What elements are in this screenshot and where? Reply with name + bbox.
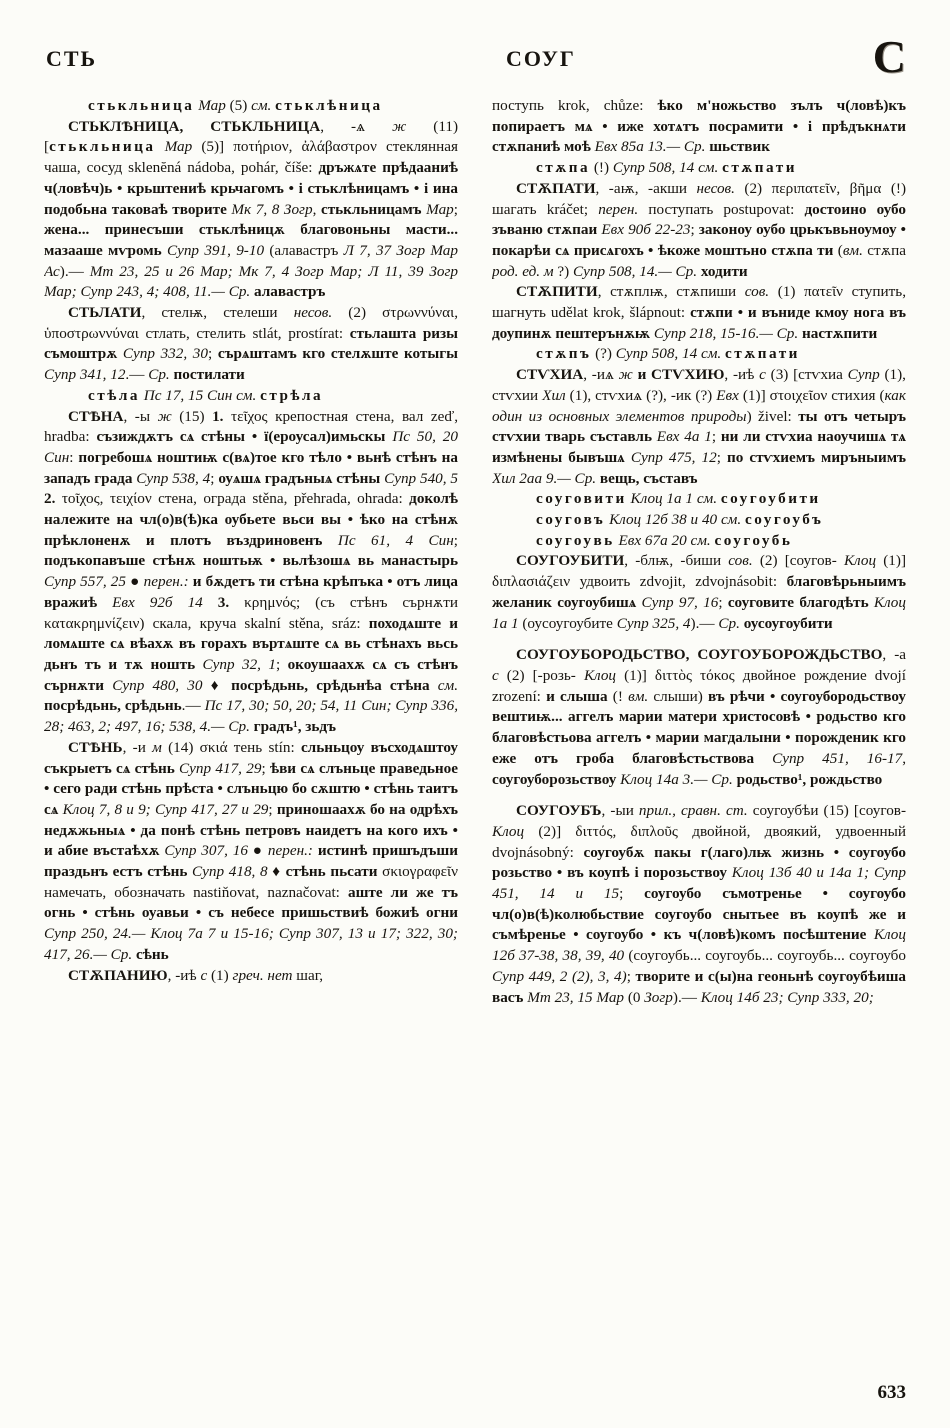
dictionary-paragraph xyxy=(44,407,458,738)
text-run: Супр 341, 12 xyxy=(44,366,126,384)
text-run: (1), стѵхиѧ (?), -ик (?) xyxy=(565,386,717,404)
dictionary-paragraph xyxy=(492,158,906,179)
text-run: ; xyxy=(690,221,699,239)
right-column xyxy=(492,96,906,1368)
text-run: оуѧшѧ градъныѧ стѣны xyxy=(218,469,385,487)
text-run: Клоц 1а 1 xyxy=(630,490,694,508)
text-run: сѣнь xyxy=(135,945,169,963)
text-run: перен.: xyxy=(267,842,313,860)
text-run: см. xyxy=(698,159,719,177)
text-run: СОУГОУБОРОДЬСТВО, СОУГОУБОРОЖДЬСТВО xyxy=(516,646,883,664)
text-run: стѫпати xyxy=(722,159,797,177)
text-run: ; xyxy=(261,759,270,777)
text-run: соугоубѫ пакы г(лаго)лѭ жизнь • соугоубо розьство • въ коупѣ і порозьствоу xyxy=(492,843,906,882)
text-run: Супр 475, 12 xyxy=(630,448,717,466)
text-run: ; xyxy=(453,200,458,218)
text-run: Супр 391, 9-10 xyxy=(166,241,265,259)
text-run: стьклѣница xyxy=(275,97,383,114)
text-run: (5)] ποτήριον, ἀλάβαστρον стеклянная чаша, сосуд sklenĕná nádoba, pohár, číše: xyxy=(44,138,458,177)
text-run: Супр 557, 25 xyxy=(44,573,126,591)
text-run: Клоц 13б 40 и 14а 1; Супр 451, 14 и 15 xyxy=(492,864,906,903)
text-run: СОУГОУБИТИ xyxy=(516,552,625,570)
dictionary-paragraph xyxy=(492,365,906,489)
text-run: ты отъ четыръ стѵхии тварь съставль xyxy=(492,407,906,446)
text-run: шаг, xyxy=(292,966,324,984)
text-run: Супр 32, 1 xyxy=(202,655,276,673)
text-run: постилати xyxy=(173,366,245,384)
text-run: шьствик xyxy=(709,138,770,156)
text-run: с xyxy=(200,966,208,984)
text-run: 3. xyxy=(217,593,230,611)
text-run: соуговъ xyxy=(536,511,606,529)
text-run: вм. xyxy=(842,241,863,259)
dictionary-paragraph xyxy=(44,303,458,386)
text-run: СОУГОУБЪ xyxy=(516,802,602,820)
text-run: Супр 418, 8 xyxy=(192,863,268,881)
text-run: творите и с(ы)на геоньнѣ соугоубѣиша васъ xyxy=(492,967,906,1006)
text-run: с xyxy=(492,666,499,684)
text-run: (11) [ xyxy=(44,117,458,156)
text-run: см. xyxy=(437,676,458,694)
text-run: посрѣдьнь, срѣдьнь xyxy=(44,697,182,715)
text-run: соуговите благодѣть xyxy=(727,593,874,611)
text-run: Клоц xyxy=(583,666,617,684)
text-run: СТЬКЛѢНИЦА, СТЬКЛЬНИЦА xyxy=(68,117,321,135)
text-run: ; xyxy=(626,967,636,985)
text-run: .— xyxy=(181,697,205,715)
text-run: τοῖχος, τειχίον стена, ограда stěna, přehrada, ohrada: xyxy=(55,490,410,508)
text-run: соугоубѣи (15) [соугов- xyxy=(747,802,906,820)
text-run: ( xyxy=(837,241,843,259)
text-columns xyxy=(44,96,906,1368)
text-run: Ср. xyxy=(718,614,744,632)
text-run: Супр 307, 16 xyxy=(164,842,248,860)
text-run: алавастръ xyxy=(254,283,326,301)
text-run: σκιογραφεῖν намечать, обозначать nastiňovat, naznačovat: xyxy=(44,863,458,901)
section-letter: С xyxy=(872,31,906,82)
text-run: , -ыи xyxy=(601,802,639,820)
text-run: ?) xyxy=(553,262,574,280)
text-run: стѫпа xyxy=(862,241,906,259)
text-run: Клоц 1а 1 xyxy=(492,593,906,632)
dictionary-paragraph xyxy=(44,738,458,966)
text-run: Супр 250, 24.— Клоц 7а 7 и 15-16; Супр 307, 13 и 17; 322, 30; 417, 26.— Ср. xyxy=(44,925,458,963)
text-run: ; xyxy=(718,593,728,611)
text-run: (0 xyxy=(624,988,645,1006)
text-run: Евх 92б 14 xyxy=(112,593,218,611)
text-run xyxy=(155,138,164,155)
dictionary-paragraph xyxy=(492,801,906,1008)
text-run: Супр 508, 14 xyxy=(615,345,698,363)
text-run: Клоц 14б 23; Супр 333, 20; xyxy=(700,988,874,1006)
text-run: Клоц xyxy=(492,822,525,840)
text-run: (2)] διττός, διπλοῦς двойной, двоякий, удвоенный dvojnásobný: xyxy=(492,822,906,861)
text-run: (1)] διπλασιάζειν удвоить zdvojit, zdvojnásobit: xyxy=(492,552,906,591)
text-run: стѫпи • и въниде кмоу нога въ доупинѫ пештерънѫѭ xyxy=(492,304,906,342)
text-run: стькльницамъ xyxy=(320,200,427,218)
text-run: (5) xyxy=(225,97,252,114)
text-run: 2. xyxy=(44,490,56,508)
text-run: родьство¹, рождьство xyxy=(736,770,883,788)
text-run: ; xyxy=(619,885,645,903)
running-head-center: СОУГ xyxy=(506,46,576,71)
text-run: сльньцоу въсходѧштоу съкрыетъ сѧ стѣнь xyxy=(44,738,458,777)
text-run: Клоц 7, 8 и 9; Супр 417, 27 и 29 xyxy=(62,800,269,818)
text-run: Супр 218, 15-16.— Ср. xyxy=(653,324,802,342)
dictionary-paragraph xyxy=(44,96,458,117)
dictionary-paragraph xyxy=(492,551,906,634)
dictionary-paragraph xyxy=(44,117,458,303)
text-run: , -блѭ, -биши xyxy=(624,552,729,570)
text-run: (?) xyxy=(591,345,616,363)
text-run: несов. xyxy=(293,304,333,322)
text-run: СТѪПАТИ xyxy=(516,179,596,197)
text-run: доколѣ належите на чл(о)в(ѣ)ка оубьете вьси вы • ѣко на стѣнѫ прѣклоненѫ и плотъ въздриновенъ xyxy=(44,490,458,549)
text-run: Супр 538, 4 xyxy=(136,469,211,487)
text-run: Хил 2аа 9.— Ср. xyxy=(492,469,600,487)
text-run: , xyxy=(902,749,906,767)
text-run: (! xyxy=(612,687,629,705)
text-run: κρημνός; (съ стѣнъ сърнѫти κατακρημνίζειν) скала, круча skalní stěna, sráz: xyxy=(44,593,458,632)
text-run: Супр 480, 30 xyxy=(112,676,203,694)
text-run: (3) [стѵхиа xyxy=(765,366,848,384)
page-header xyxy=(44,31,906,84)
text-run: Мар xyxy=(426,200,454,218)
text-run: ѣви сѧ слъньце праведьное • сего ради стѣнь прѣста • слъньцю бо сѫштю • стѣнь таитъ сѧ xyxy=(44,759,458,818)
text-run: соугоувь xyxy=(536,531,615,549)
text-run: , -аѭ, -акши xyxy=(595,179,697,197)
text-run: Мт 23, 15 Мар xyxy=(527,988,625,1006)
text-run: Супр 508, 14 xyxy=(612,159,695,177)
text-run: прил., сравн. ст. xyxy=(638,802,748,820)
text-run: градъ¹, зьдъ xyxy=(253,718,336,736)
text-run: стькльница xyxy=(88,97,195,114)
text-run: сов. xyxy=(728,552,753,570)
text-run: (1)] στοιχεῖον стихия ( xyxy=(738,386,885,404)
dictionary-paragraph xyxy=(492,344,906,365)
text-run: Клоц 14а 3.— Ср. xyxy=(620,770,737,788)
text-run: и бѫдетъ ти стѣна крѣпъка • отъ лица вражиѣ xyxy=(44,573,458,611)
text-run: Супр 325, 4 xyxy=(616,614,691,632)
text-run: ѣко м'ножьство зълъ ч(ловѣ)къ попираетъ мѧ • иже хотѧтъ посрамити • і прѣдъкнѧти стѫпаниѣ моѣ xyxy=(492,97,906,156)
text-run: ходити xyxy=(700,262,748,280)
text-run: ж xyxy=(157,407,172,425)
dictionary-paragraph xyxy=(492,179,906,283)
text-run: СТѢНЬ xyxy=(68,738,123,756)
text-run: стѫпати xyxy=(725,345,800,363)
text-run: Супр 97, 16 xyxy=(641,593,719,611)
text-run: стрѣла xyxy=(260,386,324,404)
text-run: сърѧштамъ кго стелѫште котыгы xyxy=(217,345,458,363)
text-run: род. ед. м xyxy=(492,262,554,280)
text-run: Супр 332, 30 xyxy=(122,345,208,363)
text-run: соугоубъ xyxy=(744,511,824,529)
text-run: съзиждѫтъ сѧ стѣны • ї(ероусал)имьскы xyxy=(96,428,393,446)
text-run: Супр 449, 2 (2), 3, 4) xyxy=(492,967,627,985)
text-run: ; xyxy=(210,469,219,487)
text-run: соугоубо съмотренье • соугоубо чл(о)в(ѣ)колюбьствие соугоубо снытьее въ коупѣ же и съмѣренье • соугоубо • къ ч(ловѣ)комъ посѣштение xyxy=(492,885,906,944)
text-run: несов. xyxy=(696,179,735,197)
text-run: , -ы xyxy=(123,407,158,425)
text-run: соуговити xyxy=(536,490,627,508)
text-run: законоу оубо црькъвьноумоу • покарѣи сѧ присѧгохъ • ѣкоже моштьно стѫпа ти xyxy=(492,221,906,259)
text-run: см. xyxy=(696,490,718,508)
text-run: 1. xyxy=(212,407,224,425)
text-run: Евх 4а 1 xyxy=(656,428,712,446)
text-run: Супр 540, 5 xyxy=(384,469,458,487)
text-run: , -иѣ xyxy=(167,966,201,984)
text-run: слыши) xyxy=(648,687,709,705)
text-run: Евх xyxy=(716,386,739,404)
text-run: СТѢНА xyxy=(68,407,124,425)
text-run: Пс 61, 4 Син xyxy=(337,531,454,549)
text-run: Евх 90б 22-23 xyxy=(601,221,691,239)
text-run: ).— xyxy=(59,262,90,280)
text-run: вещь, съставъ xyxy=(599,469,698,487)
text-run: Ср. xyxy=(148,366,174,384)
text-run: , стѫплѭ, стѫпиши xyxy=(597,283,745,301)
text-run: аште ли же тъ огнь • стѣнь оуавьи • съ небесе пришьствиѣ божиѣ огни xyxy=(44,883,458,922)
text-run: ; xyxy=(711,428,721,446)
text-run: Пс 17, 15 Син xyxy=(143,386,233,404)
text-run: (1)] διττὸς τόκος двойное рождение dvojí zrození: xyxy=(492,666,906,705)
text-run: (соугоубь... соугоубь... соугоубь... соугоубо xyxy=(624,947,906,965)
text-run: см. xyxy=(690,531,711,549)
text-run: Клоц 12б 38 и 40 xyxy=(609,511,718,529)
text-run: ♦ xyxy=(202,676,232,694)
text-run: ♦ xyxy=(267,863,286,881)
text-run: СТѪПАНИЮ xyxy=(68,966,168,984)
text-run: (15) xyxy=(171,407,213,425)
text-run: перен. xyxy=(598,200,639,218)
text-run: настѫпити xyxy=(801,324,878,342)
text-run: м xyxy=(152,738,162,756)
text-run: ; xyxy=(716,448,727,466)
text-run: см. xyxy=(720,511,742,529)
text-run: , -иѧ xyxy=(583,366,619,384)
text-run: СТЬЛАТИ xyxy=(68,304,142,322)
text-run: ж xyxy=(392,117,407,135)
text-run: ).— xyxy=(672,988,701,1006)
text-run: сов. xyxy=(744,283,770,301)
text-run: Мк 7, 8 Зогр xyxy=(231,200,313,218)
text-run: соугоубити xyxy=(720,490,821,508)
text-run: , xyxy=(312,200,321,218)
text-run: Евх 67а 20 xyxy=(618,531,687,549)
text-run: (2) [соугов- xyxy=(752,552,844,570)
running-head-left: СТЬ xyxy=(46,46,98,71)
text-run: достоино оубо зъваню стѫпаи xyxy=(492,200,906,239)
text-run: ; xyxy=(207,345,218,363)
text-run: оусоугоубити xyxy=(743,614,833,632)
dictionary-paragraph xyxy=(492,489,906,510)
text-run: τεῖχος крепостная стена, вал zeď, hradba: xyxy=(44,407,458,446)
text-run: Хил xyxy=(542,386,566,404)
text-run: (2) στρωννύναι, ὑποστρωννύναι стлать, стелить stlát, prostírat: xyxy=(44,304,458,342)
text-run: .— xyxy=(125,366,149,384)
text-run: Мт 23, 25 и 26 Мар; Мк 7, 4 Зогр Мар; Л 11, 39 Зогр Мар; Супр 243, 4; 408, 11.— Ср. xyxy=(44,262,458,301)
text-run: подъкопавъше стѣнѫ ноштьѭ • вьлѣзошѧ вь манастырь xyxy=(44,552,458,570)
text-run: (2) περιπατεῖν, βῆμα (!) шагать kráčet; xyxy=(492,179,906,218)
text-run: жена... принесъши стьклѣницѫ благовоньны масти... мазааше мѵромь xyxy=(44,221,458,259)
text-run: соугоуборозьствоу xyxy=(492,770,621,788)
text-run: соугоубь xyxy=(714,531,793,549)
text-run: Мар xyxy=(164,138,193,156)
text-run: благовѣрьныимъ желаник соугоубишѧ xyxy=(492,573,906,611)
text-run: вм. xyxy=(628,687,649,705)
text-run: : xyxy=(69,448,79,466)
text-run: ; xyxy=(268,800,277,818)
text-run: Пс 50, 20 Син xyxy=(44,428,458,466)
text-run: ).— xyxy=(690,614,719,632)
dictionary-paragraph xyxy=(44,966,458,987)
text-run: погребошѧ ноштиѭ с(вѧ)тое кго тѣло • вьнѣ стѣнъ на западъ града xyxy=(44,448,458,487)
text-run: см. xyxy=(251,97,272,114)
text-run: стѣнь пьсати xyxy=(285,863,383,881)
text-run: , стелѭ, стелеши xyxy=(141,304,294,322)
text-run: см. xyxy=(701,345,722,363)
text-run: стькльница xyxy=(49,138,156,156)
text-run: Супр 508, 14.— Ср. xyxy=(573,262,701,280)
text-run: стѫпъ xyxy=(536,345,592,363)
text-run: (1) xyxy=(207,966,233,984)
text-run: Клоц 12б 37-38, 38, 39, 40 xyxy=(492,926,906,965)
text-run: Супр 417, 29 xyxy=(179,759,262,777)
text-run: ни ли стѵхиа наоучишѧ тѧ измѣнены бывъшѧ xyxy=(492,428,906,466)
text-run: и слыша xyxy=(546,687,613,705)
text-run: перен.: xyxy=(143,573,189,591)
text-run: (14) σκιά тень stín: xyxy=(161,738,301,756)
text-run: СТѪПИТИ xyxy=(516,283,598,301)
text-run: (алавастръ xyxy=(264,241,344,259)
text-run: ● xyxy=(247,842,268,860)
text-run: (1) πατεῖν ступить, шагнуть udělat krok, šlápnout: xyxy=(492,283,906,322)
text-run: посрѣдьнь, срѣдьнѣа стѣна xyxy=(231,676,438,694)
text-run: ; xyxy=(275,655,288,673)
text-run: ж xyxy=(618,366,633,384)
dictionary-paragraph xyxy=(492,510,906,531)
text-run: Пс 17, 30; 50, 20; 54, 11 Син; Супр 336, 28; 463, 2; 497, 16; 538, 4.— Ср. xyxy=(44,697,458,736)
text-run: истинѣ пришъдъши праздьнъ естъ стѣнь xyxy=(44,842,458,881)
text-run: Супр 451, 16-17 xyxy=(772,749,903,767)
page-number: 633 xyxy=(877,1382,906,1403)
text-run: (1), стѵхии xyxy=(492,366,906,404)
text-run: СТѴХИА xyxy=(516,366,584,384)
text-run: как один из основных элементов природы xyxy=(492,386,906,425)
text-run: Клоц xyxy=(843,552,877,570)
text-run: см. xyxy=(236,386,257,404)
text-run: по стѵхиемъ миръныимъ xyxy=(726,448,906,466)
dictionary-paragraph xyxy=(492,96,906,158)
text-run: Евх 85а 13.— Ср. xyxy=(594,138,710,156)
text-run: Мар xyxy=(198,97,226,114)
text-run: ; xyxy=(453,531,458,549)
text-run: окоушаахѫ сѧ съ стѣнъ сърнѫти xyxy=(44,655,458,694)
left-column xyxy=(44,96,458,1368)
dictionary-paragraph xyxy=(492,282,906,344)
text-run: ● xyxy=(126,573,144,591)
text-run: стьлашта ризы съмоштрѫ xyxy=(44,324,458,363)
text-run: Л 7, 37 Зогр Мар Ас xyxy=(44,241,458,280)
text-run: с xyxy=(759,366,766,384)
text-run: Супр xyxy=(847,366,880,384)
text-run: , -иѣ xyxy=(724,366,760,384)
text-run: стѣла xyxy=(88,386,140,404)
text-run: походѧште и ломѧште сѧ вѣахѫ въ горахъ въртѧште сѧ вь стѣнахъ вьсь дьнъ тъ и тѫ ношть xyxy=(44,614,458,673)
text-run: , -а xyxy=(882,646,906,664)
text-run: , -и xyxy=(122,738,153,756)
text-run: греч. нет xyxy=(232,966,293,984)
text-run: поступать postupovat: xyxy=(638,200,805,218)
text-run: приношаахѫ бо на одрѣхъ недѫжьныѧ • да понѣ стѣнь петровъ наидетъ на кого ихъ • и абие въстаѣхѫ xyxy=(44,800,458,860)
text-run: Зогр xyxy=(644,988,673,1006)
text-run: ) živel: xyxy=(746,407,799,425)
text-run: (оусоугоубите xyxy=(518,614,617,632)
text-run: и СТѴХИЮ xyxy=(637,366,725,384)
dictionary-paragraph xyxy=(44,386,458,407)
dictionary-paragraph xyxy=(492,531,906,552)
text-run: въ рѣчи • соугоубородьствоу вештиѭ... аггелъ марии матери христосовѣ • родьство кго благовѣстьова аггелъ • марии магдалыни • порожденик кго еже отъ гроба благовѣстьствова xyxy=(492,687,906,767)
page-footer xyxy=(878,1382,907,1404)
dictionary-paragraph xyxy=(492,645,906,790)
text-run: (!) xyxy=(590,159,613,177)
text-run: дръжѧте прѣдааниѣ ч(ловѣч)ь • крьштениѣ крьчагомъ • і стьклѣницамъ • і ина подобьна таковаѣ творите xyxy=(44,159,458,218)
text-run: (2) [-розь- xyxy=(498,666,584,684)
text-run: стѫпа xyxy=(536,159,591,177)
text-run: , -ѧ xyxy=(320,117,393,135)
text-run: поступь krok, chůze: xyxy=(492,97,658,114)
